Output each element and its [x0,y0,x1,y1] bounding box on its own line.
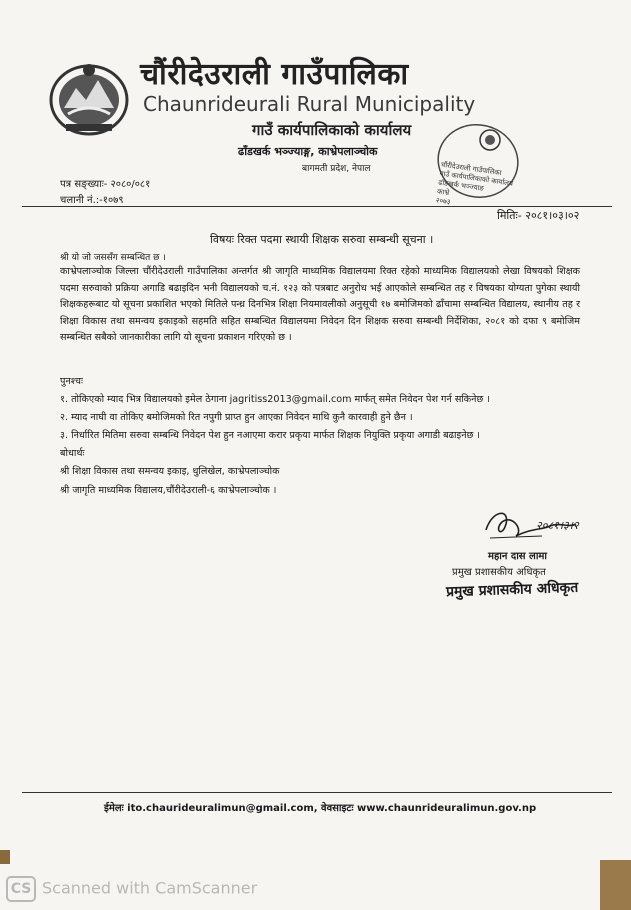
scan-edge [0,850,10,864]
reference-number: पत्र सङ्ख्याः- २०८०/०८१ [60,179,151,190]
dispatch-number: चलानी नं.:-१०७९ [60,195,124,206]
postscript-label: पुनश्चः [60,376,83,387]
footer-contact: ईमेलः ito.chaurideuralimun@gmail.com, वेवसाइटः www.chaunrideuralimun.gov.np [104,803,537,814]
letter-body: काभ्रेपलाञ्चोक जिल्ला चौंरीदेउराली गाउँपालिका अन्तर्गत श्री जागृति माध्यमिक विद्यालयमा रिक्त रहेको माध्यमिक विद्यालयको लेखा विषयको शिक्षक पदमा सरुवाको प्रक्रिया अगाडि बढाइदिन भनी विद्यालयको च.नं. १२३ को पत्रबाट अनुरोध भई आएकोले सम्बन्धित तह र विषयका योग्यता पुगेका स्थायी शिक्षकहरूबाट यो सूचना प्रकाशित भएको मितिले पन्ध्र दिनभित्र शिक्षा नियमावलीको अनुसूची १७ बमोजिमको ढाँचामा सम्बन्धित विद्यालय, स्थानीय तह र शिक्षा विकास तथा समन्वय इकाइको सहमति सहित सम्बन्धित विद्यालयमा निवेदन दिन शिक्षक सरुवा सम्बन्धी निर्देशिका, २०८१ को दफा ९ बमोजिम सम्बन्धित सबैको जानकारीका लागि यो सूचना प्रकाशन गरिएको छ । [60,266,580,344]
letter-date: मितिः- २०८१।०३।०२ [497,209,580,222]
header-divider [22,206,612,207]
municipality-title-english: Chaunrideurali Rural Municipality [143,92,476,116]
signatory-title: प्रमुख प्रशासकीय अधिकृत [452,567,546,578]
signature-date: २०८१।३।२ [536,519,579,532]
scan-edge [600,860,631,910]
cc-item: श्री जागृति माध्यमिक विद्यालय,चौंरीदेउराली-६ काभ्रेपलाञ्चोक । [60,485,277,496]
signatory-stamp: प्रमुख प्रशासकीय अधिकृत [445,579,579,601]
camscanner-watermark [6,876,257,902]
letter-subject: विषयः रिक्त पदमा स्थायी शिक्षक सरुवा सम्बन्धी सूचना । [210,233,434,246]
cc-item: श्री शिक्षा विकास तथा समन्वय इकाइ, धुलिखेल, काभ्रेपलाञ्चोक [60,466,280,477]
watermark-text: Scanned with CamScanner [42,878,258,898]
note-item: २. म्याद नाघी वा तोकिए बमोजिमको रित नपुगी प्राप्त हुन आएका निवेदन माथि कुनै कारवाही हुने छैन । [60,412,413,423]
footer-divider [22,792,612,793]
office-province: बागमती प्रदेश, नेपाल [302,164,371,174]
office-address: ढाँडखर्क भञ्ज्याङ्ग, काभ्रेपलाञ्चोक [238,145,378,158]
office-seal-text: चौंरीदेउराली गाउँपालिका गाउँ कार्यपालिकाको कार्यालय ढाँडखर्क भञ्ज्याङ काभ्रे २०७३ [435,160,514,207]
nepal-emblem-icon [46,58,132,138]
municipality-title-nepali: चौंरीदेउराली गाउँपालिका [140,57,409,92]
signatory-name: महान दास लामा [488,551,547,562]
camscanner-logo-icon: CS [6,876,36,902]
letter-greeting: श्री यो जो जससँग सम्बन्धित छ । [60,253,166,263]
cc-label: बोधार्थः [60,448,85,459]
note-item: ३. निर्धारित मितिमा सरुवा सम्बन्धि निवेदन पेश हुन नआएमा करार प्रकृया मार्फत शिक्षक नियुक्ति प्रकृया अगाडी बढाइनेछ । [60,430,480,441]
note-item: १. तोकिएको म्याद भित्र विद्यालयको इमेल ठेगाना jagritiss2013@gmail.com मार्फत् समेत निवेदन पेश गर्न सकिनेछ । [60,394,490,405]
office-name: गाउँ कार्यपालिकाको कार्यालय [252,121,412,139]
